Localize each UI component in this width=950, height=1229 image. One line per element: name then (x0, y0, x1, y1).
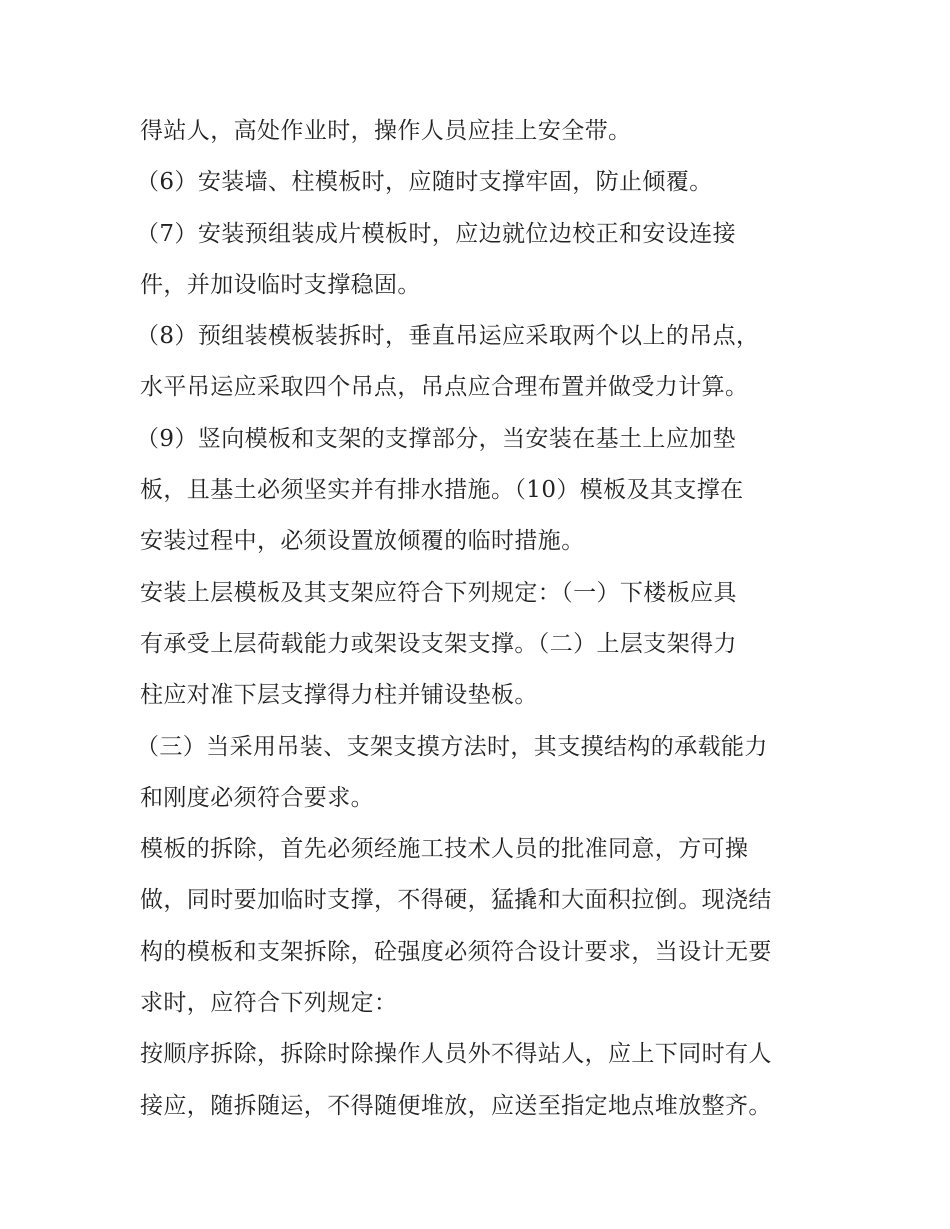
text-line: （9）竖向模板和支架的支撑部分，当安装在基土上应加垫 (136, 425, 737, 452)
text-line: 安装过程中，必须设置放倾覆的临时措施。 (140, 528, 585, 555)
text-line: （8）预组装模板装拆时，垂直吊运应采取两个以上的吊点， (136, 323, 760, 350)
text-line: 件，并加设临时支撑稳固。 (140, 271, 421, 298)
text-line: （6）安装墙、柱模板时，应随时支撑牢固，防止倾覆。 (136, 169, 713, 196)
text-line: 和刚度必须符合要求。 (140, 784, 374, 811)
text-line: 模板的拆除，首先必须经施工技术人员的批准同意，方可操 (140, 836, 749, 863)
text-line: 柱应对准下层支撑得力柱并铺设垫板。 (140, 682, 538, 709)
text-line: 接应，随拆随运，不得随便堆放，应送至指定地点堆放整齐。 (140, 1092, 772, 1119)
text-line: 求时，应符合下列规定： (140, 990, 398, 1017)
text-line: 水平吊运应采取四个吊点，吊点应合理布置并做受力计算。 (140, 374, 749, 401)
text-line: 构的模板和支架拆除，砼强度必须符合设计要求，当设计无要 (140, 938, 772, 965)
text-line: 板，且基土必须坚实并有排水措施。（10）模板及其支撑在 (140, 477, 744, 504)
text-line: 有承受上层荷载能力或架设支架支撑。（二）上层支架得力 (140, 630, 737, 657)
text-line: （三）当采用吊装、支架支摸方法时，其支摸结构的承载能力 (136, 733, 768, 760)
text-line: （7）安装预组装成片模板时，应边就位边校正和安设连接 (136, 220, 737, 247)
text-line: 得站人，高处作业时，操作人员应挂上安全带。 (140, 118, 632, 144)
text-line: 安装上层模板及其支架应符合下列规定：（一）下楼板应具 (140, 579, 737, 606)
text-line: 做，同时要加临时支撑，不得硬，猛撬和大面积拉倒。现浇结 (140, 887, 772, 914)
document-body (136, 106, 840, 1132)
text-line: 按顺序拆除，拆除时除操作人员外不得站人，应上下同时有人 (140, 1041, 772, 1068)
